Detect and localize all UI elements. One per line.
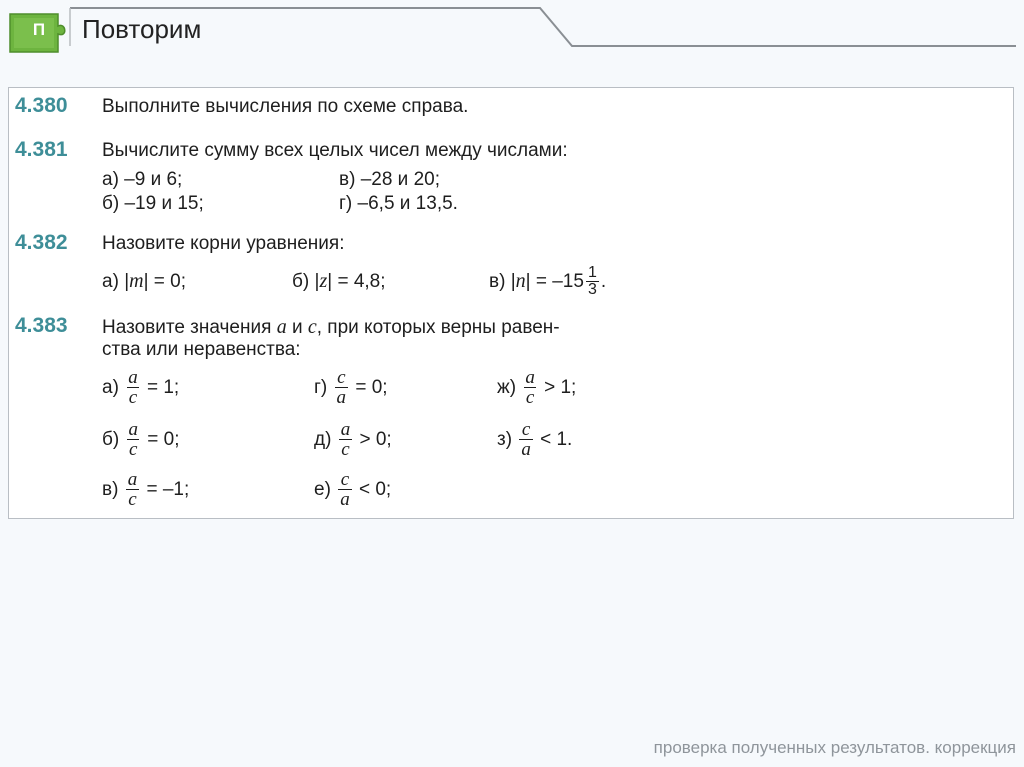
task-4382-item-v: в) |n| = –15 $\frac{1}{3}$ .	[489, 264, 607, 299]
task-4381-item-a: а) –9 и 6;	[102, 169, 183, 190]
textbook-excerpt	[8, 87, 1014, 519]
task-text-4383-line1: Назовите значения a и c, при которых верны равен-	[102, 316, 560, 338]
task-4383-item-g: г) $\frac{c}{a}$ = 0;	[314, 367, 388, 409]
task-4383-item-zh: ж) $\frac{a}{c}$ > 1;	[497, 367, 577, 409]
task-4381-item-v: в) –28 и 20;	[339, 169, 440, 190]
task-4381-item-b: б) –19 и 15;	[102, 193, 204, 214]
slide-header	[0, 0, 1024, 70]
task-text-4381: Вычислите сумму всех целых чисел между числами:	[102, 140, 568, 161]
task-4383-item-d: д) $\frac{a}{c}$ > 0;	[314, 419, 392, 461]
task-number-4381: 4.381	[15, 138, 68, 161]
task-4382-item-b: б) |z| = 4,8;	[292, 270, 386, 292]
task-text-4380: Выполните вычисления по схеме справа.	[102, 96, 469, 117]
task-4382-item-a: а) |m| = 0;	[102, 270, 187, 292]
task-number-4383: 4.383	[15, 314, 68, 337]
task-4383-item-z: з) $\frac{c}{a}$ < 1.	[497, 419, 573, 461]
task-4383-item-b: б) $\frac{a}{c}$ = 0;	[102, 419, 180, 461]
task-number-4382: 4.382	[15, 231, 68, 254]
task-4381-item-g: г) –6,5 и 13,5.	[339, 193, 458, 214]
task-4383-item-a: а) $\frac{a}{c}$ = 1;	[102, 367, 180, 409]
slide-footer: проверка полученных результатов. коррекция	[653, 738, 1016, 757]
task-text-4382: Назовите корни уравнения:	[102, 233, 345, 254]
mixed-fraction: $\frac{1}{3}$	[587, 264, 597, 299]
task-text-4383-line2: ства или неравенства:	[102, 339, 301, 360]
puzzle-piece-icon	[6, 8, 68, 56]
task-4383-item-v: в) $\frac{a}{c}$ = –1;	[102, 469, 190, 511]
page-title: Повторим	[82, 14, 202, 44]
task-4383-item-e: е) $\frac{c}{a}$ < 0;	[314, 469, 392, 511]
task-number-4380: 4.380	[15, 94, 68, 117]
badge-letter: П	[32, 20, 46, 39]
